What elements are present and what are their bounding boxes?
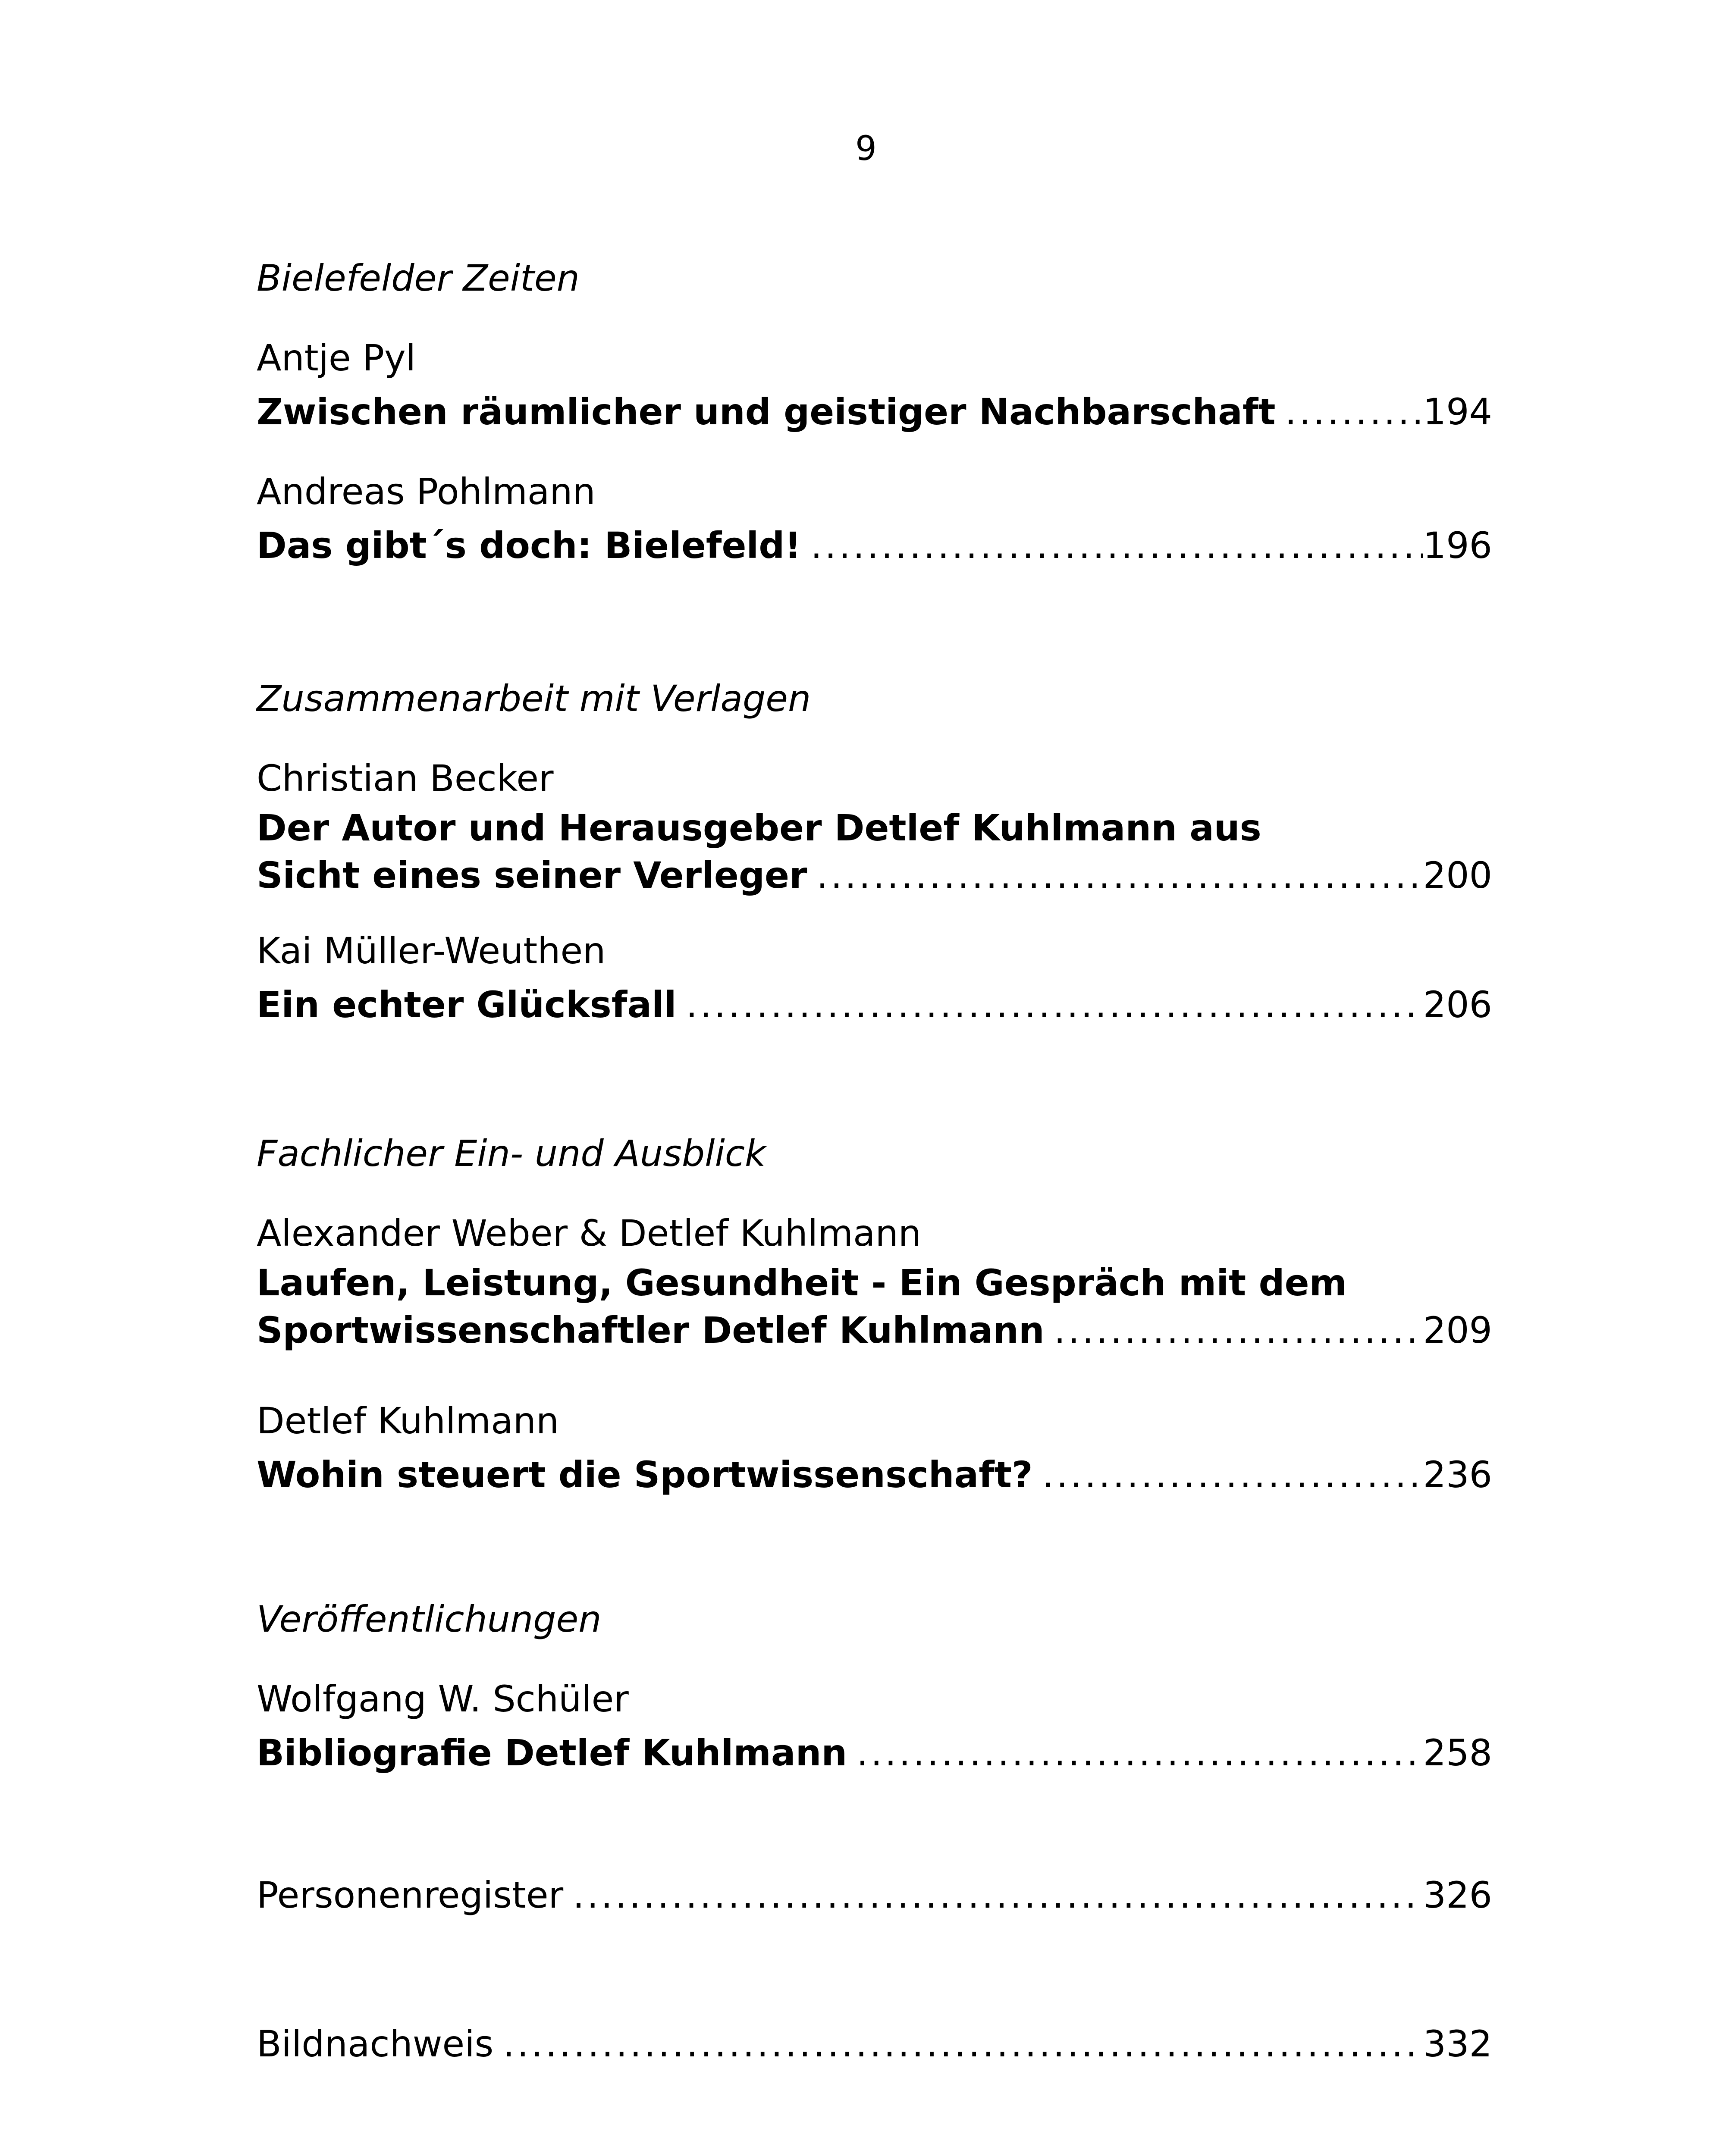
entry-page-number: 209: [1423, 1309, 1492, 1351]
toc-entry: [257, 852, 1492, 899]
dot-leader: [807, 852, 1423, 899]
dot-leader: [493, 2020, 1423, 2068]
toc-entry: [257, 1451, 1492, 1498]
toc-entry: [257, 388, 1492, 436]
toc-entry-appendix: [257, 2020, 1492, 2068]
entry-author: Kai Müller-Weuthen: [257, 930, 606, 972]
entry-author: Wolfgang W. Schüler: [257, 1678, 629, 1720]
entry-title: Bibliografie Detlef Kuhlmann: [257, 1732, 847, 1774]
dot-leader: [1033, 1451, 1423, 1498]
toc-entry: [257, 1729, 1492, 1777]
entry-author: Alexander Weber & Detlef Kuhlmann: [257, 1212, 921, 1254]
dot-leader: [801, 522, 1423, 569]
entry-title: Ein echter Glücksfall: [257, 984, 677, 1026]
entry-page-number: 206: [1423, 984, 1492, 1026]
entry-title: Wohin steuert die Sportwissenschaft?: [257, 1454, 1033, 1496]
dot-leader: [677, 981, 1423, 1028]
entry-page-number: 332: [1423, 2023, 1492, 2065]
entry-title: Zwischen räumlicher und geistiger Nachbarschaft: [257, 391, 1276, 433]
toc-entry: [257, 522, 1492, 569]
toc-entry: [257, 981, 1492, 1028]
appendix-label: Bildnachweis: [257, 2023, 494, 2065]
entry-page-number: 326: [1423, 1874, 1492, 1916]
entry-page-number: 258: [1423, 1732, 1492, 1774]
entry-page-number: 194: [1423, 391, 1492, 433]
entry-author: Andreas Pohlmann: [257, 470, 596, 513]
page-number: 9: [855, 129, 877, 168]
dot-leader: [1045, 1307, 1423, 1354]
entry-page-number: 236: [1423, 1454, 1492, 1496]
entry-title-line: Der Autor und Herausgeber Detlef Kuhlmann aus: [257, 807, 1261, 849]
section-heading: Zusammenarbeit mit Verlagen: [257, 677, 811, 720]
appendix-label: Personenregister: [257, 1874, 564, 1916]
entry-page-number: 200: [1423, 854, 1492, 896]
entry-author: Antje Pyl: [257, 337, 416, 379]
dot-leader: [563, 1871, 1423, 1919]
entry-title: Sicht eines seiner Verleger: [257, 854, 807, 896]
dot-leader: [847, 1729, 1423, 1777]
entry-title-line: Laufen, Leistung, Gesundheit - Ein Gespräch mit dem: [257, 1262, 1347, 1304]
entry-title: Sportwissenschaftler Detlef Kuhlmann: [257, 1309, 1045, 1351]
section-heading: Veröffentlichungen: [257, 1598, 602, 1640]
toc-entry: [257, 1307, 1492, 1354]
dot-leader: [1276, 388, 1423, 436]
section-heading: Fachlicher Ein- und Ausblick: [257, 1132, 766, 1175]
entry-author: Detlef Kuhlmann: [257, 1400, 559, 1442]
section-heading: Bielefelder Zeiten: [257, 257, 580, 299]
entry-page-number: 196: [1423, 524, 1492, 567]
entry-title: Das gibt´s doch: Bielefeld!: [257, 524, 801, 567]
entry-author: Christian Becker: [257, 757, 554, 799]
toc-entry-appendix: [257, 1871, 1492, 1919]
